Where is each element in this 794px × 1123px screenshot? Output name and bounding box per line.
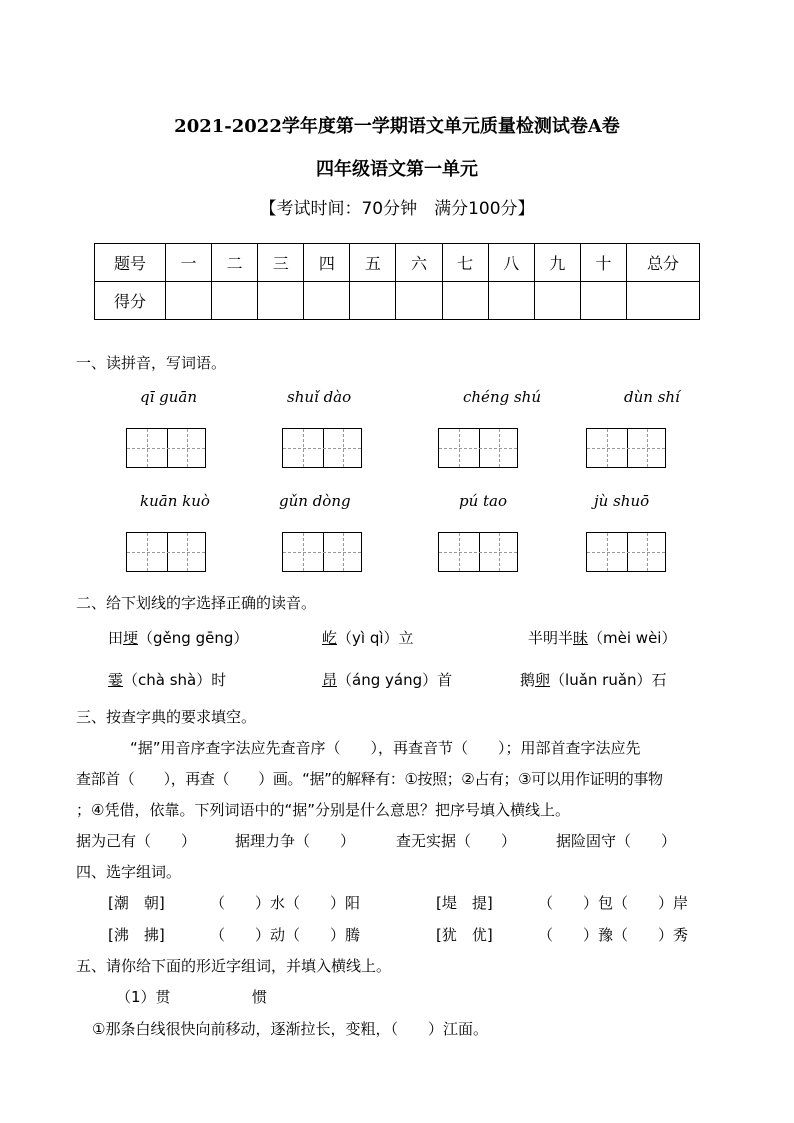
writing-grid[interactable]	[586, 428, 666, 468]
writing-grid[interactable]	[586, 532, 666, 572]
q2-item: 昂（áng yáng）首	[322, 671, 453, 689]
exam-subtitle: 四年级语文第一单元	[316, 159, 478, 180]
score-cell: 十	[580, 244, 626, 282]
q4-heading: 四、选字组词。	[76, 863, 182, 881]
q3-item: 据险固守（ ）	[556, 832, 677, 850]
score-table	[94, 243, 700, 320]
q4-char-pair: [沸 拂]	[108, 926, 165, 944]
pinyin-label: qī guān	[140, 388, 198, 406]
q2-item: 半明半昧（mèi wèi）	[528, 629, 677, 647]
q3-paragraph: “据”用音序查字法应先查音序（ ），再查音节（ ）；用部首查字法应先	[130, 739, 641, 757]
score-cell: 三	[258, 244, 304, 282]
score-blank	[396, 282, 442, 320]
q2-item: 田埂（gěng gēng）	[108, 629, 249, 647]
score-blank	[580, 282, 626, 320]
score-blank	[304, 282, 350, 320]
pinyin-label: gǔn dòng	[279, 492, 351, 510]
q4-fill: （ ）包（ ）岸	[538, 894, 689, 912]
score-cell: 一	[166, 244, 212, 282]
score-cell: 五	[350, 244, 396, 282]
q2-item: 鹅卵（luǎn ruǎn）石	[520, 671, 667, 689]
pinyin-label: kuān kuò	[140, 492, 210, 510]
score-blank	[350, 282, 396, 320]
q3-item: 查无实据（ ）	[396, 832, 517, 850]
q3-item: 据为己有（ ）	[76, 832, 197, 850]
exam-title: 2021-2022学年度第一学期语文单元质量检测试卷A卷	[174, 116, 620, 137]
q5-heading: 五、请你给下面的形近字组词，并填入横线上。	[76, 957, 392, 975]
score-cell: 七	[442, 244, 488, 282]
score-table-header-row	[95, 244, 700, 282]
score-cell: 四	[304, 244, 350, 282]
score-cell: 九	[534, 244, 580, 282]
q5-sentence: ①那条白线很快向前移动，逐渐拉长，变粗，（ ）江面。	[92, 1020, 488, 1038]
pinyin-label: dùn shí	[624, 388, 680, 406]
score-blank	[488, 282, 534, 320]
q4-char-pair: [犹 优]	[436, 926, 493, 944]
writing-grid[interactable]	[282, 532, 362, 572]
q1-heading: 一、读拼音，写词语。	[76, 354, 227, 372]
q5-subheading: （1）贯	[116, 988, 171, 1006]
score-row-label: 得分	[95, 282, 166, 320]
writing-grid[interactable]	[126, 532, 206, 572]
score-cell: 二	[212, 244, 258, 282]
pinyin-label: shuǐ dào	[287, 388, 352, 406]
score-blank	[258, 282, 304, 320]
writing-grid[interactable]	[438, 532, 518, 572]
writing-grid[interactable]	[282, 428, 362, 468]
q4-char-pair: [堤 提]	[436, 894, 493, 912]
score-blank	[534, 282, 580, 320]
score-table-score-row	[95, 282, 700, 320]
exam-info: 【考试时间：70分钟 满分100分】	[259, 199, 535, 219]
score-cell: 八	[488, 244, 534, 282]
score-cell: 总分	[627, 244, 700, 282]
score-blank	[212, 282, 258, 320]
q5-subheading-2: 惯	[252, 988, 268, 1006]
q2-item: 屹（yì qì）立	[322, 629, 414, 647]
writing-grid[interactable]	[438, 428, 518, 468]
q2-item: 霎（chà shà）时	[108, 671, 227, 689]
pinyin-label: chéng shú	[463, 388, 541, 406]
q3-paragraph: ；④凭借，依靠。下列词语中的“据”分别是什么意思？把序号填入横线上。	[76, 801, 570, 819]
q2-heading: 二、给下划线的字选择正确的读音。	[76, 594, 317, 612]
q4-fill: （ ）动（ ）腾	[210, 926, 361, 944]
q4-char-pair: [潮 朝]	[108, 894, 165, 912]
q4-fill: （ ）豫（ ）秀	[538, 926, 689, 944]
q3-paragraph: 查部首（ ），再查（ ）画。“据”的解释有：①按照；②占有；③可以用作证明的事物	[76, 770, 663, 788]
pinyin-label: jù shuō	[594, 492, 650, 510]
score-cell: 题号	[95, 244, 166, 282]
score-cell: 六	[396, 244, 442, 282]
score-blank	[627, 282, 700, 320]
score-blank	[442, 282, 488, 320]
pinyin-label: pú tao	[459, 492, 508, 510]
q4-fill: （ ）水（ ）阳	[210, 894, 361, 912]
writing-grid[interactable]	[126, 428, 206, 468]
score-blank	[166, 282, 212, 320]
q3-heading: 三、按查字典的要求填空。	[76, 708, 257, 726]
q3-item: 据理力争（ ）	[235, 832, 356, 850]
